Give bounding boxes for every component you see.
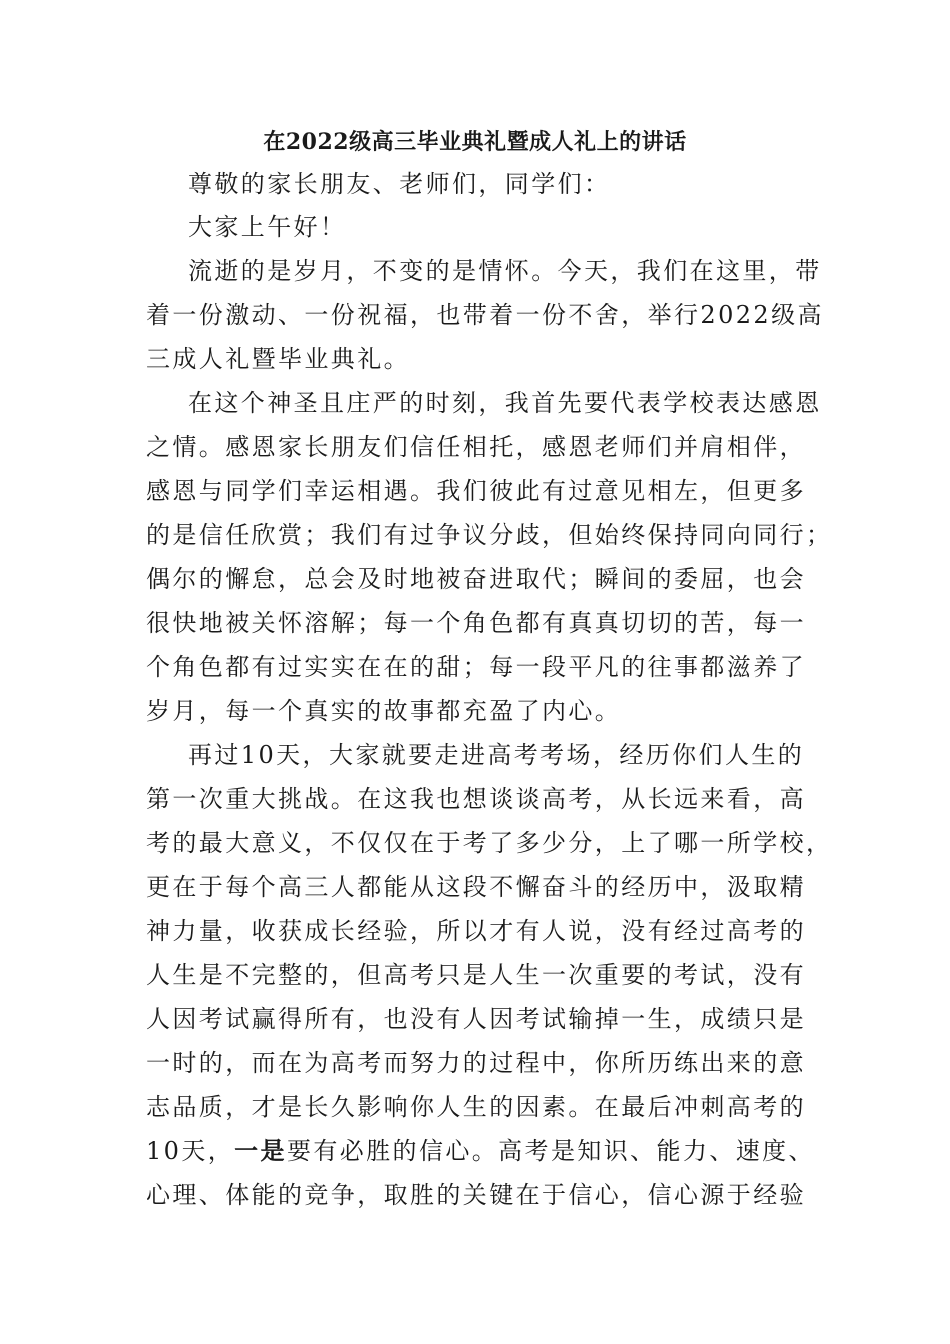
paragraph-3-line-6: 人生是不完整的，但高考只是人生一次重要的考试，没有 [146, 961, 806, 989]
paragraph-2-line-2: 之情。感恩家长朋友们信任相托，感恩老师们并肩相伴， [146, 433, 806, 461]
paragraph-2-line-6: 很快地被关怀溶解；每一个角色都有真真切切的苦，每一 [146, 609, 806, 637]
paragraph-2-line-5: 偶尔的懈怠，总会及时地被奋进取代；瞬间的委屈，也会 [146, 565, 806, 593]
line-suffix: 要有必胜的信心。高考是知识、能力、速度、 [286, 1137, 815, 1165]
paragraph-3-line-8: 一时的，而在为高考而努力的过程中，你所历练出来的意 [146, 1049, 806, 1077]
emphasis-first-point: 一是 [234, 1136, 287, 1165]
paragraph-3-line-3: 考的最大意义，不仅仅在于考了多少分，上了哪一所学校， [146, 829, 833, 857]
line-prefix: 10天， [146, 1137, 235, 1165]
paragraph-1-line-1: 流逝的是岁月，不变的是情怀。今天，我们在这里，带 [188, 257, 822, 285]
paragraph-3-line-10 [146, 1133, 815, 1169]
paragraph-2-line-3: 感恩与同学们幸运相遇。我们彼此有过意见相左，但更多 [146, 477, 806, 505]
salutation: 尊敬的家长朋友、老师们，同学们： [188, 170, 611, 198]
paragraph-2-line-8: 岁月，每一个真实的故事都充盈了内心。 [146, 697, 622, 725]
paragraph-1-line-2: 着一份激动、一份祝福，也带着一份不舍，举行2022级高 [146, 301, 824, 329]
paragraph-3-line-4: 更在于每个高三人都能从这段不懈奋斗的经历中，汲取精 [146, 873, 806, 901]
paragraph-3-line-2: 第一次重大挑战。在这我也想谈谈高考，从长远来看，高 [146, 785, 806, 813]
paragraph-2-line-7: 个角色都有过实实在在的甜；每一段平凡的往事都滋养了 [146, 653, 806, 681]
paragraph-2-line-1: 在这个神圣且庄严的时刻，我首先要代表学校表达感恩 [188, 389, 822, 417]
paragraph-3-line-9: 志品质，才是长久影响你人生的因素。在最后冲刺高考的 [146, 1093, 806, 1121]
paragraph-3-line-1: 再过10天，大家就要走进高考考场，经历你们人生的 [188, 741, 805, 769]
paragraph-2-line-4: 的是信任欣赏；我们有过争议分歧，但始终保持同向同行； [146, 521, 833, 549]
paragraph-3-line-11: 心理、体能的竞争，取胜的关键在于信心，信心源于经验 [146, 1181, 806, 1209]
paragraph-3-line-7: 人因考试赢得所有，也没有人因考试输掉一生，成绩只是 [146, 1005, 806, 1033]
paragraph-1-line-3: 三成人礼暨毕业典礼。 [146, 345, 410, 373]
paragraph-3-line-5: 神力量，收获成长经验，所以才有人说，没有经过高考的 [146, 917, 806, 945]
greeting: 大家上午好！ [188, 213, 347, 241]
document-title: 在2022级高三毕业典礼暨成人礼上的讲话 [263, 129, 687, 155]
